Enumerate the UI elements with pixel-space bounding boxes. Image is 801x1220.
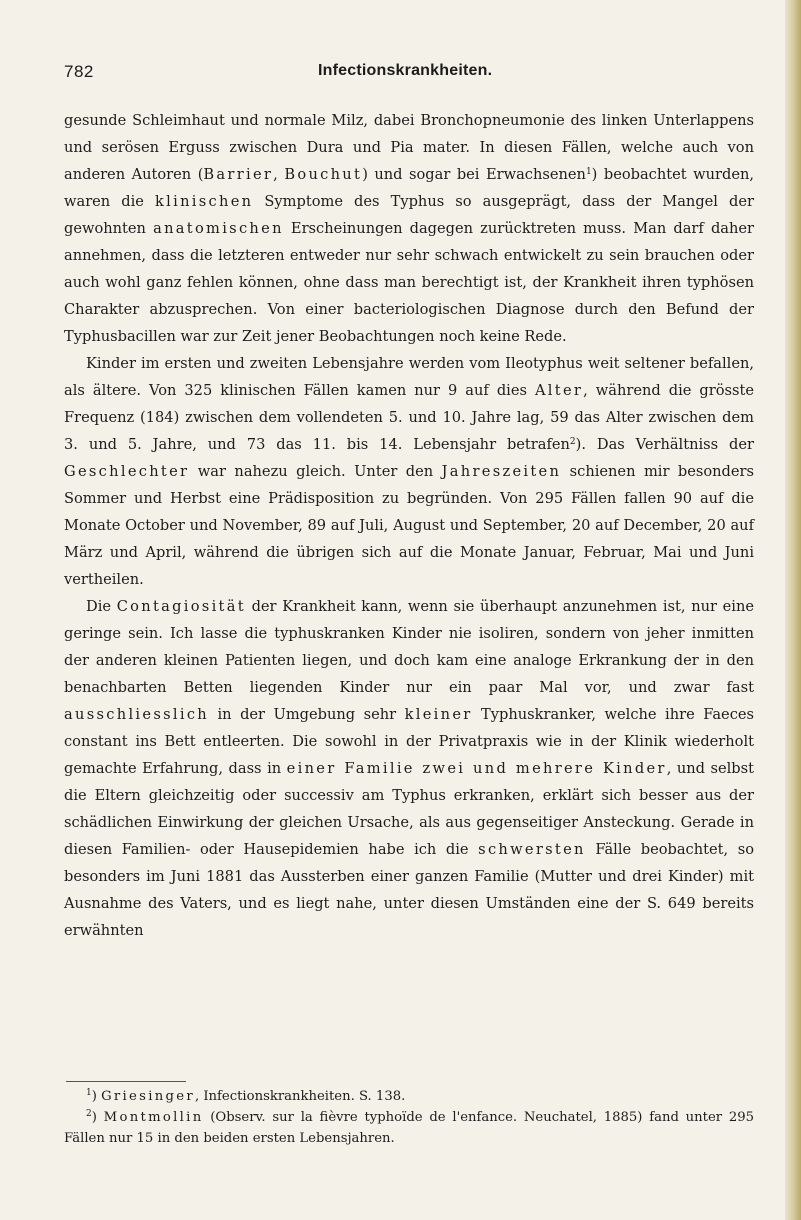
text-run: , und selbst die Eltern gleichzeitig oder successiv am Typhus erkranken, erklärt sich besser aus der schädlichen Einwirkung der gleichen Ursache, als aus gegenseitiger Ansteckung. Gerade in diesen Familien- oder Hausepidemien habe ich die: [64, 760, 755, 858]
spaced-emphasis: Jahreszeiten: [441, 463, 562, 480]
spaced-emphasis: ausschliesslich: [64, 706, 210, 723]
text-run: ). Das Verhältniss der: [575, 436, 754, 453]
footnote-text: (Observ. sur la fièvre typhoïde de l'enfance. Neuchatel, 1885) fand unter 295 Fällen nur 15 in den beiden ersten Lebensjahren.: [64, 1110, 754, 1146]
text-run: Erscheinungen dagegen zurücktreten muss. Man darf daher annehmen, dass die letzteren entweder nur sehr schwach entwickelt zu sein brauchen oder auch wohl ganz fehlen können, ohne dass man berechtigt ist, der Krankheit ihren typhösen Charakter abzusprechen. Von einer bacteriologischen Diagnose durch den Befund der Typhusbacillen war zur Zeit jener Beobachtungen noch keine Rede.: [64, 220, 755, 345]
footnote-text: , Infectionskrankheiten. S. 138.: [194, 1089, 406, 1104]
spaced-emphasis: schwersten: [478, 841, 586, 858]
text-run: Die: [86, 598, 117, 615]
text-run: der Krankheit kann, wenn sie überhaupt anzunehmen ist, nur eine geringe sein. Ich lasse die typhuskranken Kinder nie isoliren, sondern von jeher inmitten der anderen kleinen Patienten liegen, und doch kam eine analoge Erkrankung der in den benachbarten Betten liegenden Kinder nur ein paar Mal vor, und zwar fast: [64, 598, 754, 696]
spaced-emphasis: Alter: [534, 382, 584, 399]
running-title: Infectionskrankheiten.: [318, 62, 493, 79]
text-run: Kinder im ersten und zweiten Lebensjahre werden vom Ileotyphus weit seltener befallen, als ältere. Von 325 klinischen Fällen kamen nur 9 auf dies: [64, 355, 754, 399]
footnote-ref: 1: [585, 167, 592, 177]
text-run: Fälle beobachtet, so besonders im Juni 1881 das Aussterben einer ganzen Familie (Mutter und drei Kinder) mit Ausnahme des Vaters, und es liegt nahe, unter diesen Umständen eine der S. 649 bereits erwähnten: [64, 841, 754, 939]
footnote-ref: 2: [569, 437, 576, 447]
text-run: ) und sogar bei Erwachsenen: [362, 166, 586, 183]
text-run: war nahezu gleich. Unter den: [189, 463, 442, 480]
page-edge: [785, 0, 801, 1220]
text-run: schienen mir besonders Sommer und Herbst eine Prädisposition zu begründen. Von 295 Fällen fallen 90 auf die Monate October und November, 89 auf Juli, August und September, 20 auf December, 20 auf März und April, während die übrigen sich auf die Monate Januar, Februar, Mai und Juni vertheilen.: [64, 463, 754, 588]
spaced-emphasis: kleiner: [404, 706, 473, 723]
text-run: Symptome des Typhus so ausgeprägt, dass der Mangel der gewohnten: [64, 193, 754, 237]
spaced-emphasis: einer Familie zwei und mehrere Kinder: [286, 760, 667, 777]
spaced-emphasis: Contagiosität: [116, 598, 246, 615]
footnote-1: $^1$) Griesinger, Infectionskrankheiten. S. 138.: [86, 1088, 406, 1104]
footnote-author: Montmollin: [103, 1110, 204, 1125]
text-run: ,: [273, 166, 285, 183]
spaced-emphasis: anatomischen: [153, 220, 284, 237]
spaced-emphasis: Geschlechter: [64, 463, 190, 480]
text-run: ) beobachtet wurden, waren die: [64, 166, 755, 210]
spaced-emphasis: klinischen: [155, 193, 254, 210]
footnote-author: Griesinger: [101, 1089, 195, 1104]
body-text: [64, 107, 754, 944]
footnote-divider: [66, 1081, 186, 1082]
spaced-author-name: Bouchut: [284, 166, 363, 183]
page-number: 782: [64, 62, 94, 81]
text-run: Typhuskranker, welche ihre Faeces constant ins Bett entleerten. Die sowohl in der Privatpraxis wie in der Klinik wiederholt gemachte Erfahrung, dass in: [64, 706, 754, 777]
spaced-author-name: Barrier: [203, 166, 274, 183]
paragraph-1: [64, 107, 754, 350]
footnote-mark: 1: [86, 1088, 92, 1098]
paragraph-2: [64, 350, 754, 593]
paragraph-3: [64, 593, 754, 944]
page-header: [64, 62, 754, 90]
text-run: in der Umgebung sehr: [209, 706, 405, 723]
text-run: gesunde Schleimhaut und normale Milz, dabei Bronchopneumonie des linken Unterlappens und serösen Erguss zwischen Dura und Pia mater. In diesen Fällen, welche auch von anderen Autoren (: [64, 112, 754, 183]
footnote-2: $^2$) Montmollin (Observ. sur la fièvre typhoïde de l'enfance. Neuchatel, 1885) fand unter 295 Fällen nur 15 in den beiden ersten Lebensjahren.: [64, 1109, 754, 1146]
footnote-mark: 2: [86, 1109, 92, 1119]
footnotes: [64, 1086, 754, 1149]
text-run: , während die grösste Frequenz (184) zwischen dem vollendeten 5. und 10. Jahre lag, 59 das Alter zwischen dem 3. und 5. Jahre, und 73 das 11. bis 14. Lebensjahr betrafen: [64, 382, 754, 453]
